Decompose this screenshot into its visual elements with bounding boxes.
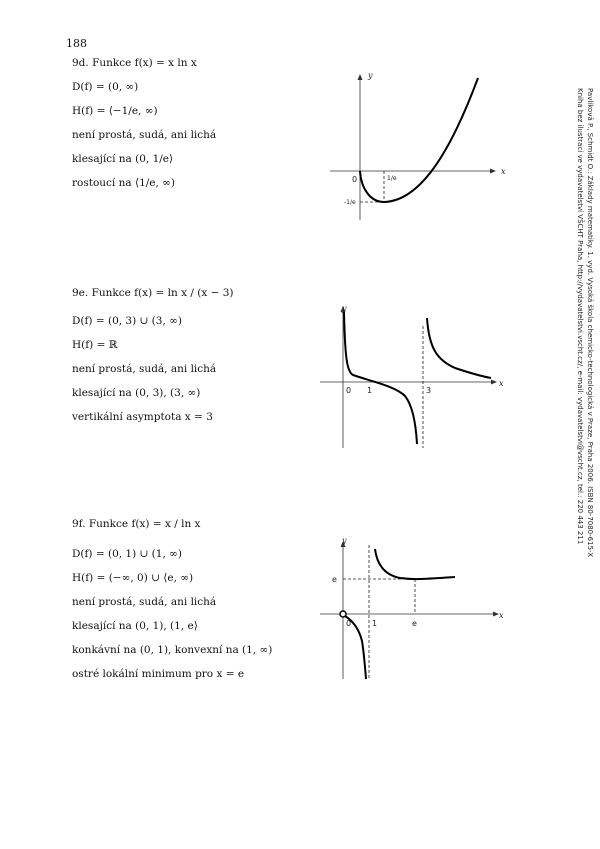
x-axis-arrow xyxy=(491,380,497,385)
concavity-line: konkávní na (0, 1), konvexní na (1, ∞) xyxy=(72,644,273,656)
curve-right-branch xyxy=(427,318,491,378)
range-line: H(f) = ℝ xyxy=(72,339,118,351)
tick-label-y-e: e xyxy=(332,575,337,584)
property-line: není prostá, sudá, ani lichá xyxy=(72,363,217,375)
tick-label-1-over-e: 1/e xyxy=(387,175,397,182)
y-axis-arrow xyxy=(358,74,363,80)
problem-heading: 9e. Funkce f(x) = ln x / (x − 3) xyxy=(72,287,234,299)
domain-line: D(f) = (0, ∞) xyxy=(72,81,139,93)
tick-label-1: 1 xyxy=(367,386,373,395)
problem-heading: 9f. Funkce f(x) = x / ln x xyxy=(72,518,201,530)
origin-label: 0 xyxy=(352,175,358,184)
monotonicity-line: klesající na (0, 3), (3, ∞) xyxy=(72,387,201,399)
citation-line: Kniha bez ilustrací ve vydavatelství VŠCHT Praha, http://vydavatelstvi.vscht.cz/, e-mail: vydavatelstvi@vscht.cz, tel.: 220 443 211 xyxy=(576,88,585,545)
curve-right-branch xyxy=(375,549,455,579)
y-axis-label: y xyxy=(342,304,347,313)
side-note-citation xyxy=(575,88,594,558)
extremum-line: ostré lokální minimum pro x = e xyxy=(72,668,245,680)
graph-9e xyxy=(315,298,515,458)
page-number: 188 xyxy=(66,37,87,50)
curve-x-ln-x xyxy=(360,78,478,202)
y-axis-label: y xyxy=(342,536,347,545)
origin-label: 0 xyxy=(346,386,352,395)
x-axis-label: x xyxy=(499,379,504,388)
citation-line: Pavlíková P., Schmidt O.: Základy matematiky. 1. vyd. Vysoká škola chemicko-technologická v Praze, Praha 2006. ISBN 80-7080-615-X xyxy=(586,88,594,557)
domain-line: D(f) = (0, 3) ∪ (3, ∞) xyxy=(72,315,182,327)
x-axis-label: x xyxy=(501,167,506,176)
monotonicity-line: rostoucí na ⟨1/e, ∞) xyxy=(72,177,176,189)
tick-label-1: 1 xyxy=(372,619,378,628)
monotonicity-line: klesající na (0, 1), (1, e⟩ xyxy=(72,620,198,632)
property-line: není prostá, sudá, ani lichá xyxy=(72,129,217,141)
property-line: není prostá, sudá, ani lichá xyxy=(72,596,217,608)
asymptote-line: vertikální asymptota x = 3 xyxy=(72,411,213,423)
graph-9d xyxy=(320,68,510,228)
domain-line: D(f) = (0, 1) ∪ (1, ∞) xyxy=(72,548,182,560)
x-axis-arrow xyxy=(490,169,496,174)
range-line: H(f) = ⟨−1/e, ∞) xyxy=(72,105,158,117)
monotonicity-line: klesající na (0, 1/e⟩ xyxy=(72,153,174,165)
range-line: H(f) = (−∞, 0) ∪ ⟨e, ∞) xyxy=(72,572,194,584)
graph-9f xyxy=(315,533,515,683)
curve-left-branch xyxy=(344,312,417,444)
problem-heading: 9d. Funkce f(x) = x ln x xyxy=(72,57,197,69)
x-axis-label: x xyxy=(499,611,504,620)
origin-label: 0 xyxy=(346,619,352,628)
tick-label-minus-1-over-e: -1/e xyxy=(344,199,356,206)
tick-label-e: e xyxy=(412,619,417,628)
y-axis-label: y xyxy=(368,71,373,80)
tick-label-3: 3 xyxy=(426,386,432,395)
